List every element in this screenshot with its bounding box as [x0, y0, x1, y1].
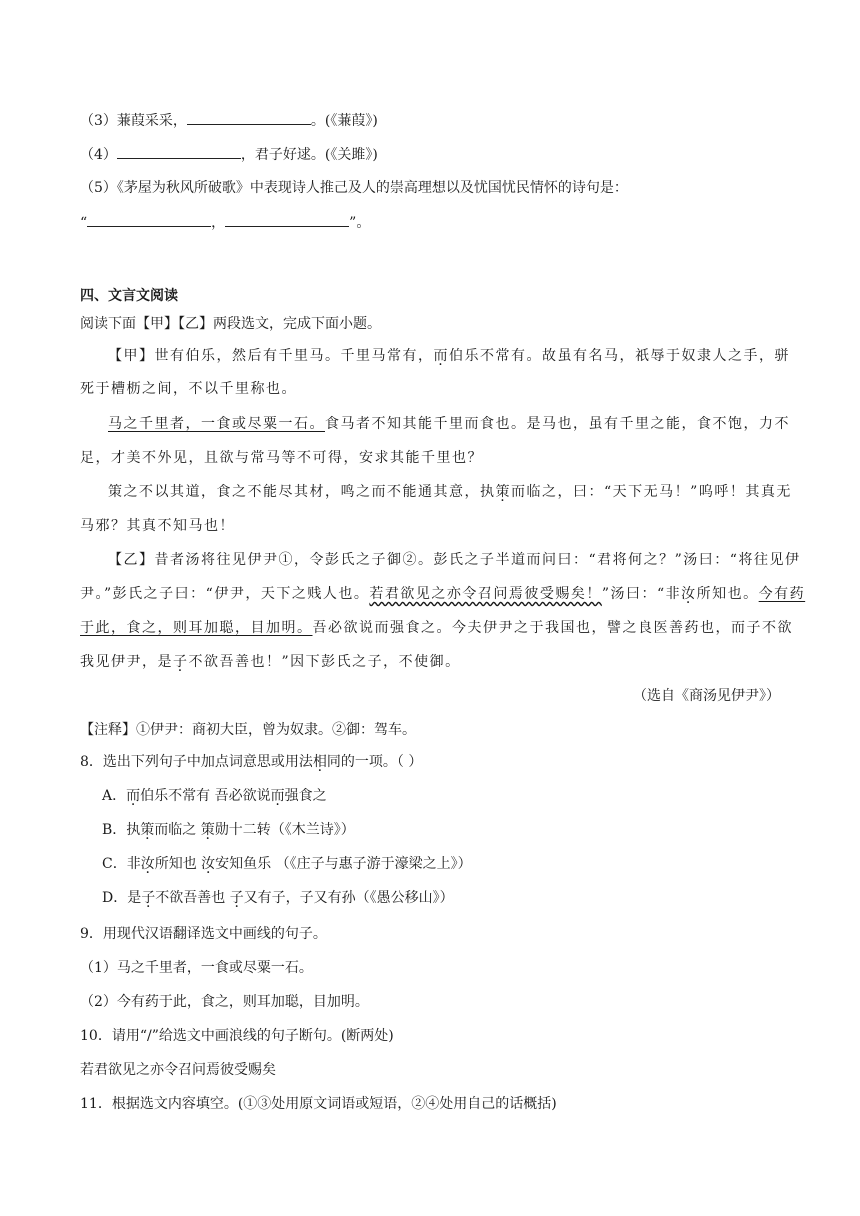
dotted-char: 而	[126, 788, 141, 804]
wavy-underlined-sentence: 若君欲见之亦令召问焉彼受赐矣！	[369, 586, 602, 602]
fill-question-5-blanks: “ ， ”。	[80, 212, 370, 233]
question-8-stem: 8．选出下列句子中加点词意思或用法相同的一项。（ ）	[80, 754, 423, 770]
option-c[interactable]: C．非汝所知也 汝安知鱼乐 （《庄子与惠子游于濠梁之上》）	[102, 856, 472, 872]
dotted-char: 汝	[140, 856, 155, 872]
underlined-sentence: 今有药	[758, 586, 806, 602]
question-11-stem: 11．根据选文内容填空。(①③处用原文词语或短语，②④处用自己的话概括)	[80, 1096, 557, 1112]
jia-paragraph-3: 策之不以其道，食之不能尽其材，鸣之而不能通其意，执策而临之，曰：“天下无马！”呜呼！其真无	[108, 484, 792, 500]
question-9-sentence-2: （2）今有药于此，食之，则耳加聪，目加明。	[80, 994, 369, 1010]
dotted-char: 策	[140, 822, 155, 838]
answer-blank[interactable]	[87, 212, 211, 227]
dotted-char: 子	[141, 890, 156, 906]
option-d[interactable]: D．是子不欲吾善也 子又有子，子又有孙（《愚公移山》）	[102, 890, 454, 906]
jia-paragraph-3-cont: 马邪？其真不知马也！	[80, 518, 235, 534]
question-9-stem: 9．用现代汉语翻译选文中画线的句子。	[80, 926, 327, 942]
section-title: 四、文言文阅读	[80, 288, 178, 304]
jia-paragraph-2: 马之千里者，一食或尽粟一石。食马者不知其能千里而食也。是马也，虽有千里之能，食不饱，力不	[108, 416, 790, 432]
fill-question-4: （4） ，君子好逑。(《关雎》)	[80, 144, 378, 165]
question-9-sentence-1: （1）马之千里者，一食或尽粟一石。	[80, 960, 313, 976]
question-10-stem: 10．请用“/”给选文中画浪线的句子断句。(断两处)	[80, 1028, 394, 1044]
dotted-char: 而	[433, 348, 449, 364]
yi-line-4: 我见伊尹，是子不欲吾善也！”因下彭氏之子，不使御。	[80, 654, 461, 670]
jia-paragraph-2-cont: 足，才美不外见，且欲与常马等不可得，安求其能千里也？	[80, 450, 483, 466]
answer-blank[interactable]	[225, 212, 349, 227]
dotted-char: 子	[173, 654, 189, 670]
dotted-char: 相	[312, 754, 327, 770]
dotted-char: 而	[270, 788, 285, 804]
fill-question-5: （5）《茅屋为秋风所破歌》中表现诗人推己及人的崇高理想以及忧国忧民情怀的诗句是：	[80, 180, 628, 196]
annotation-note: 【注释】①伊尹：商初大臣，曾为奴隶。②御：驾车。	[80, 722, 416, 738]
dotted-char: 汝	[201, 856, 216, 872]
dotted-char: 汝	[681, 586, 697, 602]
dotted-char: 子	[229, 890, 244, 906]
yi-line-1: 【乙】昔者汤将往见伊尹①，令彭氏之子御②。彭氏之子半道而问曰：“君将何之？”汤曰：“将往见伊	[108, 552, 801, 568]
answer-blank[interactable]	[187, 110, 311, 125]
passage-source: （选自《商汤见伊尹》）	[633, 688, 780, 704]
yi-line-3: 于此，食之，则耳加聪，目加明。吾必欲说而强食之。今夫伊尹之于我国也，譬之良医善药也，而子不欲	[80, 620, 793, 636]
underlined-sentence: 于此，食之，则耳加聪，目加明。	[80, 620, 313, 636]
dotted-char: 策	[495, 484, 511, 500]
question-10-sentence: 若君欲见之亦令召问焉彼受赐矣	[80, 1062, 276, 1078]
option-b[interactable]: B．执策而临之 策勋十二转（《木兰诗》）	[102, 822, 355, 838]
answer-blank[interactable]	[117, 144, 241, 159]
yi-line-2: 尹。”彭氏之子曰：“伊尹，天下之贱人也。若君欲见之亦令召问焉彼受赐矣！”汤曰：“非汝所知也。今有药	[80, 586, 806, 602]
jia-paragraph-1-cont: 死于槽枥之间，不以千里称也。	[80, 381, 297, 397]
underlined-sentence: 马之千里者，一食或尽粟一石。	[108, 416, 325, 432]
option-a[interactable]: A．而伯乐不常有 吾必欲说而强食之	[102, 788, 327, 804]
fill-question-3: （3）蒹葭采采， 。(《蒹葭》)	[80, 110, 378, 131]
jia-paragraph-1: 【甲】世有伯乐，然后有千里马。千里马常有，而伯乐不常有。故虽有名马，祇辱于奴隶人之手，骈	[108, 348, 790, 364]
section-instruction: 阅读下面【甲】【乙】两段选文，完成下面小题。	[80, 316, 381, 332]
dotted-char: 策	[200, 822, 215, 838]
